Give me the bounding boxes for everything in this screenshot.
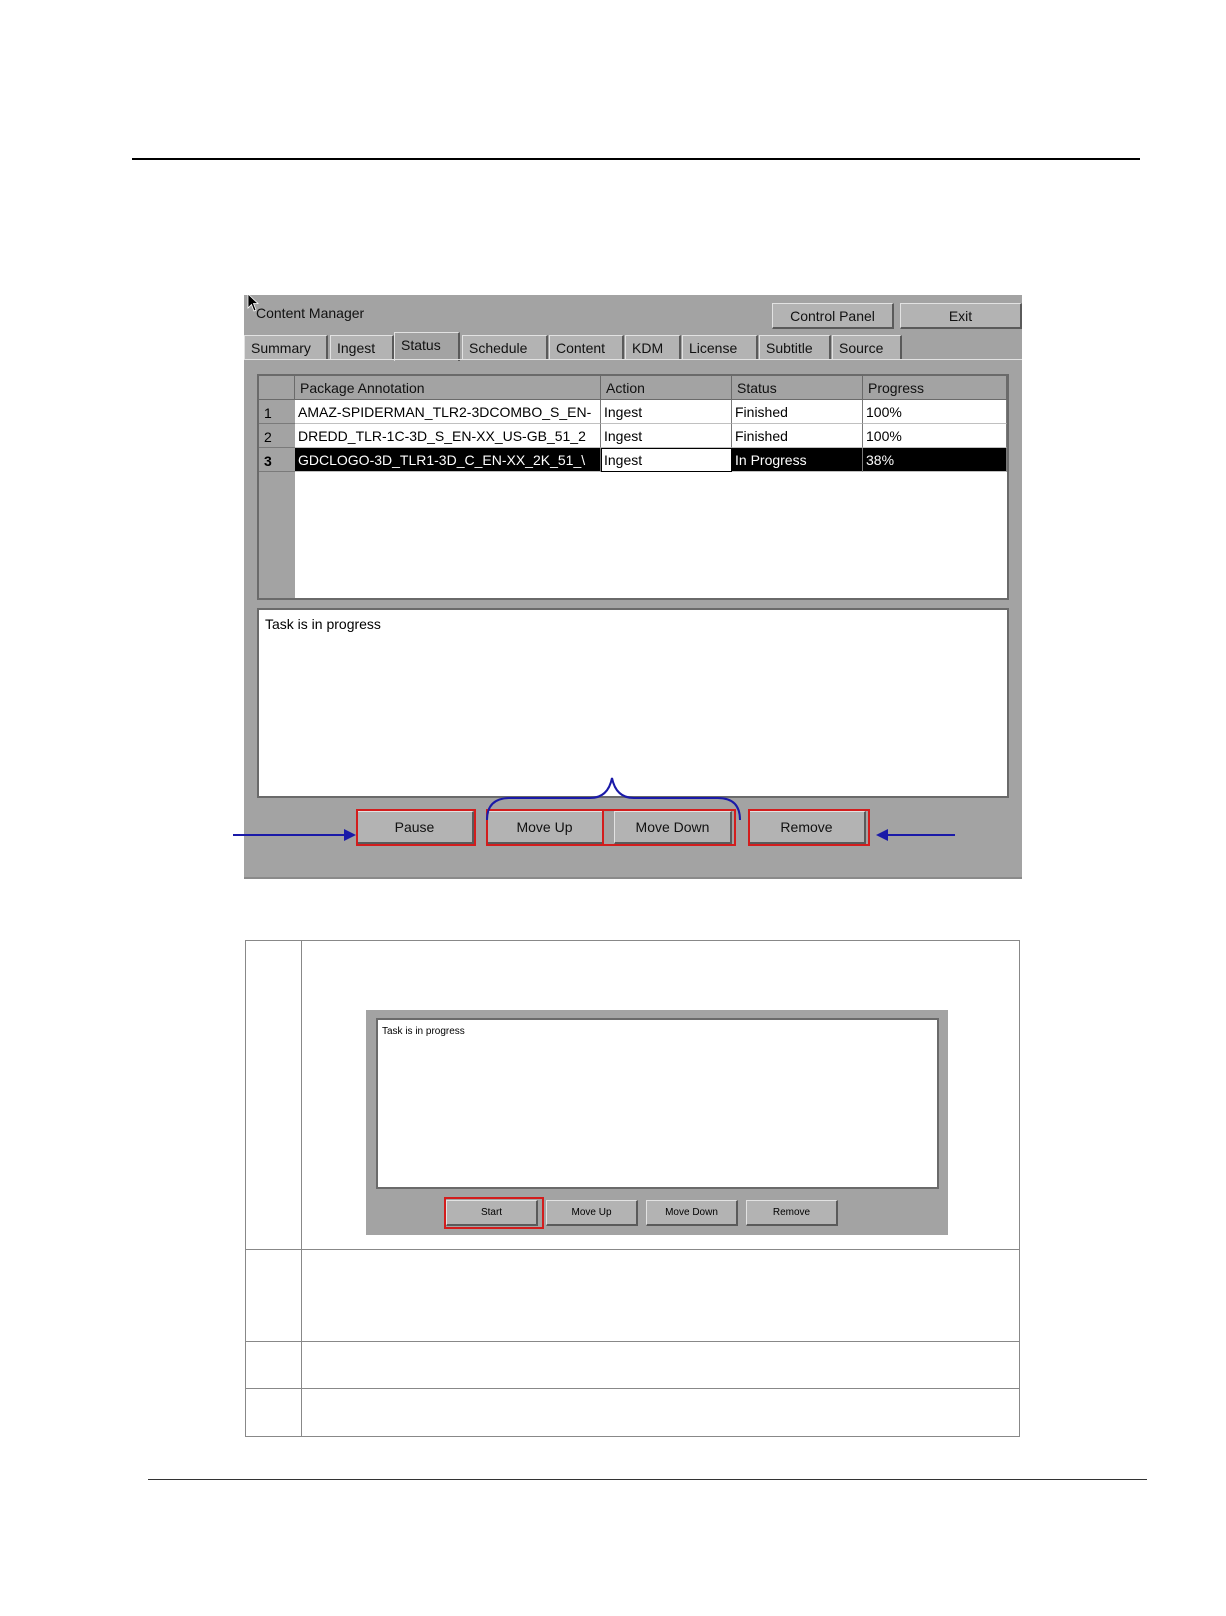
tab-license[interactable]: License — [682, 335, 758, 359]
table-row[interactable] — [259, 400, 1007, 424]
move-buttons-highlight — [486, 809, 736, 846]
table-row[interactable] — [259, 424, 1007, 448]
move-up-button[interactable]: Move Up — [486, 811, 604, 844]
cell-annotation: AMAZ-SPIDERMAN_TLR2-3DCOMBO_S_EN- — [295, 400, 601, 424]
cell-action: Ingest — [601, 448, 732, 472]
cell-progress: 100% — [863, 424, 1007, 448]
tab-content[interactable]: Content — [549, 335, 624, 359]
content-manager-snippet — [366, 1010, 948, 1235]
move-down-button[interactable]: Move Down — [614, 811, 732, 844]
header-rule — [132, 158, 1140, 160]
cell-annotation: GDCLOGO-3D_TLR1-3D_C_EN-XX_2K_51_\ — [295, 448, 601, 472]
cell-status: Finished — [732, 424, 863, 448]
row-number: 3 — [259, 448, 295, 472]
message-box: Task is in progress — [257, 608, 1009, 798]
tab-subtitle[interactable]: Subtitle — [759, 335, 831, 359]
cell-status: In Progress — [732, 448, 863, 472]
control-panel-button[interactable]: Control Panel — [772, 303, 894, 329]
footer-rule — [148, 1479, 1147, 1480]
table-row-selected[interactable] — [259, 448, 1007, 472]
table-row-divider — [246, 1341, 1019, 1342]
tabs-divider — [244, 359, 1022, 360]
remove-button[interactable]: Remove — [748, 811, 866, 844]
cell-action: Ingest — [601, 424, 732, 448]
cell-progress: 100% — [863, 400, 1007, 424]
column-header-progress[interactable]: Progress — [863, 376, 1007, 400]
tab-source[interactable]: Source — [832, 335, 902, 359]
cell-annotation: DREDD_TLR-1C-3D_S_EN-XX_US-GB_51_2 — [295, 424, 601, 448]
column-header-status[interactable]: Status — [732, 376, 863, 400]
content-manager-window — [244, 295, 1022, 879]
tab-summary[interactable]: Summary — [244, 335, 328, 359]
grid-corner — [259, 376, 295, 400]
column-header-action[interactable]: Action — [601, 376, 732, 400]
table-row-divider — [246, 1388, 1019, 1389]
tab-schedule[interactable]: Schedule — [462, 335, 548, 359]
table-row-divider — [246, 1249, 1019, 1250]
tab-kdm[interactable]: KDM — [625, 335, 681, 359]
pause-highlight — [356, 809, 476, 846]
cell-progress: 38% — [863, 448, 1007, 472]
tab-ingest[interactable]: Ingest — [330, 335, 394, 359]
status-grid — [257, 374, 1009, 600]
remove-button[interactable]: Remove — [746, 1200, 838, 1226]
move-buttons-divider — [602, 809, 605, 846]
pause-button[interactable]: Pause — [356, 811, 474, 844]
tab-status[interactable]: Status — [394, 332, 460, 361]
column-header-annotation[interactable]: Package Annotation — [295, 376, 601, 400]
row-number: 2 — [259, 424, 295, 448]
remove-highlight — [748, 809, 870, 846]
exit-button[interactable]: Exit — [900, 303, 1022, 329]
message-box: Task is in progress — [376, 1018, 939, 1189]
row-number: 1 — [259, 400, 295, 424]
table-column-divider — [301, 941, 302, 1436]
window-title: Content Manager — [256, 305, 365, 321]
move-down-button[interactable]: Move Down — [646, 1200, 738, 1226]
start-button[interactable]: Start — [446, 1200, 538, 1226]
cell-status: Finished — [732, 400, 863, 424]
start-highlight — [444, 1197, 544, 1229]
cell-action: Ingest — [601, 400, 732, 424]
move-up-button[interactable]: Move Up — [546, 1200, 638, 1226]
